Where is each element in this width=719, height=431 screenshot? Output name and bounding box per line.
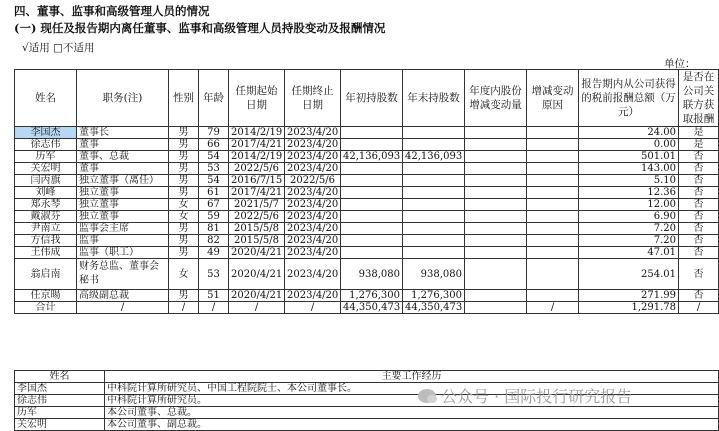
table-row (15, 139, 719, 151)
table-cell (341, 187, 403, 199)
subsection-heading: (一) 现任及报告期内离任董事、监事和高级管理人员持股变动及报酬情况 (14, 21, 386, 35)
total-cell: 1,291.78 (579, 302, 679, 314)
table-cell: 刘峰 (15, 187, 77, 199)
table-row (15, 235, 719, 247)
table-cell: 81 (199, 223, 229, 235)
table-cell: 2015/5/8 (229, 235, 285, 247)
table-cell: 501.01 (579, 151, 679, 163)
table-cell: 女 (169, 199, 199, 211)
table-cell (527, 175, 579, 187)
table-cell: 董事 (77, 139, 169, 151)
bio-column-header: 姓名 (15, 371, 105, 383)
table-cell: 271.99 (579, 290, 679, 302)
table-cell: 2023/4/20 (285, 211, 341, 223)
table-header-row (15, 70, 719, 127)
table-cell: 2023/4/20 (285, 247, 341, 259)
table-cell (527, 163, 579, 175)
table-cell (403, 199, 465, 211)
table-cell (341, 163, 403, 175)
column-header: 年初持股数 (341, 70, 403, 127)
column-header: 职务(注) (77, 70, 169, 127)
table-cell (403, 163, 465, 175)
table-cell (341, 235, 403, 247)
table-cell: 财务总监、董事会秘书 (77, 259, 169, 290)
table-cell: 女 (169, 259, 199, 290)
table-cell: 否 (679, 199, 719, 211)
table-cell (527, 290, 579, 302)
table-cell: 59 (199, 211, 229, 223)
table-cell: 男 (169, 151, 199, 163)
table-cell: 61 (199, 187, 229, 199)
table-cell: 女 (169, 211, 199, 223)
bio-cell: 中科院计算所研究员、中国工程院院士、本公司董事长。 (105, 383, 719, 395)
table-cell: 2020/4/21 (229, 290, 285, 302)
table-cell: 否 (679, 187, 719, 199)
table-cell (341, 199, 403, 211)
table-cell: 李国杰 (15, 127, 77, 139)
table-row (15, 223, 719, 235)
table-cell: 1,276,300 (403, 290, 465, 302)
table-cell: 方信我 (15, 235, 77, 247)
table-cell: 6.90 (579, 211, 679, 223)
table-cell: 监事 (77, 235, 169, 247)
table-cell (403, 139, 465, 151)
table-cell: 闫丙旗 (15, 175, 77, 187)
column-header: 姓名 (15, 70, 77, 127)
table-cell: 2023/4/20 (285, 151, 341, 163)
table-cell: 男 (169, 163, 199, 175)
table-cell: 2023/4/20 (285, 259, 341, 290)
table-cell (403, 127, 465, 139)
table-row (15, 163, 719, 175)
table-cell: 高级副总裁 (77, 290, 169, 302)
column-header: 任期终止日期 (285, 70, 341, 127)
table-cell (403, 247, 465, 259)
table-cell: 监事（职工） (77, 247, 169, 259)
table-cell (341, 247, 403, 259)
table-cell: 独立董事 (77, 187, 169, 199)
table-cell: 79 (199, 127, 229, 139)
total-cell: 合计 (15, 302, 77, 314)
column-header: 年度内股份增减变动量 (465, 70, 527, 127)
section-heading: 四、董事、监事和高级管理人员的情况 (14, 4, 210, 18)
bio-cell: 本公司董事、副总裁。 (105, 419, 719, 431)
table-cell: 男 (169, 235, 199, 247)
table-cell (465, 199, 527, 211)
table-cell: 男 (169, 175, 199, 187)
table-cell: 24.00 (579, 127, 679, 139)
total-cell: / (199, 302, 229, 314)
total-cell: / (77, 302, 169, 314)
table-cell: 12.00 (579, 199, 679, 211)
table-row (15, 127, 719, 139)
bio-cell: 关宏明 (15, 419, 105, 431)
table-row (15, 187, 719, 199)
table-cell (341, 211, 403, 223)
total-cell: 44,350,473 (403, 302, 465, 314)
table-cell: 男 (169, 223, 199, 235)
table-cell: 董事 (77, 163, 169, 175)
table-cell: 2014/2/19 (229, 151, 285, 163)
table-cell (465, 127, 527, 139)
table-cell: 男 (169, 247, 199, 259)
table-cell: 否 (679, 175, 719, 187)
table-cell: 2023/4/20 (285, 127, 341, 139)
watermark (418, 384, 632, 407)
table-cell: 2017/4/21 (229, 187, 285, 199)
table-cell: 42,136,093 (341, 151, 403, 163)
table-cell: 男 (169, 187, 199, 199)
bio-cell: 历军 (15, 407, 105, 419)
table-cell: 否 (679, 223, 719, 235)
table-cell (465, 223, 527, 235)
table-cell: 2020/4/21 (229, 259, 285, 290)
table-cell: 82 (199, 235, 229, 247)
table-cell: 2023/4/20 (285, 235, 341, 247)
table-cell (465, 187, 527, 199)
table-cell: 任京暘 (15, 290, 77, 302)
table-cell: 0.00 (579, 139, 679, 151)
table-cell (527, 223, 579, 235)
table-cell (403, 223, 465, 235)
table-cell: 47.01 (579, 247, 679, 259)
table-cell: 否 (679, 259, 719, 290)
table-cell: 独立董事（离任） (77, 175, 169, 187)
column-header: 报告期内从公司获得的税前报酬总额（万元） (579, 70, 679, 127)
table-cell: 51 (199, 290, 229, 302)
table-cell (465, 235, 527, 247)
table-cell: 关宏明 (15, 163, 77, 175)
table-cell: 2023/4/20 (285, 290, 341, 302)
table-cell (527, 151, 579, 163)
table-row (15, 247, 719, 259)
table-cell: 42,136,093 (403, 151, 465, 163)
table-cell: 徐志伟 (15, 139, 77, 151)
table-cell: 2014/2/19 (229, 127, 285, 139)
table-cell (403, 211, 465, 223)
table-cell (341, 223, 403, 235)
table-cell: 7.20 (579, 223, 679, 235)
total-cell: / (169, 302, 199, 314)
total-cell: 44,350,473 (341, 302, 403, 314)
table-cell: 男 (169, 139, 199, 151)
bio-header-row (15, 371, 719, 383)
column-header: 增减变动原因 (527, 70, 579, 127)
table-cell: 1,276,300 (341, 290, 403, 302)
column-header: 年末持股数 (403, 70, 465, 127)
table-cell (465, 211, 527, 223)
table-cell: 938,080 (341, 259, 403, 290)
table-cell: 男 (169, 290, 199, 302)
table-cell: 66 (199, 139, 229, 151)
table-cell: 53 (199, 259, 229, 290)
table-cell: 否 (679, 163, 719, 175)
table-cell (527, 127, 579, 139)
table-cell: 监事会主席 (77, 223, 169, 235)
table-cell: 54 (199, 175, 229, 187)
total-cell: / (285, 302, 341, 314)
unit-label: 单位： (664, 58, 696, 70)
table-row (15, 151, 719, 163)
table-cell: 是 (679, 127, 719, 139)
table-cell (465, 259, 527, 290)
table-row (15, 175, 719, 187)
table-cell: 2015/5/8 (229, 223, 285, 235)
table-cell (527, 235, 579, 247)
table-cell: 否 (679, 151, 719, 163)
total-cell: / (679, 302, 719, 314)
bio-row (15, 419, 719, 431)
bio-cell: 本公司董事、总裁。 (105, 407, 719, 419)
table-cell: 独立董事 (77, 211, 169, 223)
table-cell: 尹南立 (15, 223, 77, 235)
table-cell: 254.01 (579, 259, 679, 290)
table-cell: 董事长 (77, 127, 169, 139)
table-cell: 53 (199, 163, 229, 175)
table-cell (465, 139, 527, 151)
bio-cell: 中科院计算所研究员。 (105, 395, 719, 407)
table-row (15, 259, 719, 290)
table-cell: 王伟成 (15, 247, 77, 259)
table-cell: 54 (199, 151, 229, 163)
bio-column-header: 主要工作经历 (105, 371, 719, 383)
bio-cell: 李国杰 (15, 383, 105, 395)
table-cell: 男 (169, 127, 199, 139)
table-cell: 2017/4/21 (229, 139, 285, 151)
table-cell: 独立董事 (77, 199, 169, 211)
table-cell: 2020/4/21 (229, 247, 285, 259)
total-cell: / (229, 302, 285, 314)
table-cell: 7.20 (579, 235, 679, 247)
table-cell (465, 175, 527, 187)
table-cell: 是 (679, 139, 719, 151)
table-cell (527, 139, 579, 151)
table-cell: 2023/4/20 (285, 199, 341, 211)
bio-cell: 徐志伟 (15, 395, 105, 407)
table-cell: 否 (679, 247, 719, 259)
table-cell: 历军 (15, 151, 77, 163)
table-cell: 否 (679, 235, 719, 247)
table-cell: 2022/5/6 (229, 163, 285, 175)
total-row (15, 302, 719, 314)
table-cell (403, 175, 465, 187)
table-cell: 5.10 (579, 175, 679, 187)
table-cell (527, 211, 579, 223)
table-cell (341, 175, 403, 187)
table-cell (527, 259, 579, 290)
table-cell: 2023/4/20 (285, 187, 341, 199)
table-cell: 否 (679, 290, 719, 302)
wechat-logo-icon (418, 389, 436, 403)
table-cell: 49 (199, 247, 229, 259)
table-cell: 翁启南 (15, 259, 77, 290)
table-row (15, 199, 719, 211)
total-cell (465, 302, 527, 314)
table-cell (465, 163, 527, 175)
table-cell (465, 247, 527, 259)
table-cell: 2021/5/7 (229, 199, 285, 211)
table-cell: 2022/5/6 (229, 211, 285, 223)
table-cell (527, 199, 579, 211)
watermark-text: 公众号 · 国际投行研究报告 (441, 387, 633, 406)
table-cell: 2023/4/20 (285, 223, 341, 235)
table-cell (465, 290, 527, 302)
table-cell: 郑永琴 (15, 199, 77, 211)
table-cell: 董事、总裁 (77, 151, 169, 163)
bio-row (15, 407, 719, 419)
table-row (15, 290, 719, 302)
column-header: 年龄 (199, 70, 229, 127)
table-cell (341, 139, 403, 151)
table-cell: 2022/5/6 (285, 175, 341, 187)
table-cell (341, 127, 403, 139)
column-header: 任期起始日期 (229, 70, 285, 127)
column-header: 是否在公司关联方获取报酬 (679, 70, 719, 127)
table-cell (527, 247, 579, 259)
table-cell (465, 151, 527, 163)
table-cell (527, 187, 579, 199)
table-cell: 67 (199, 199, 229, 211)
holdings-compensation-table (14, 69, 719, 314)
table-cell: 143.00 (579, 163, 679, 175)
applicability-checkbox-text: √适用 □不适用 (22, 42, 95, 54)
table-cell: 12.36 (579, 187, 679, 199)
column-header: 性别 (169, 70, 199, 127)
table-cell: 2023/4/20 (285, 163, 341, 175)
table-cell: 戴淑芬 (15, 211, 77, 223)
total-cell: / (527, 302, 579, 314)
table-cell: 938,080 (403, 259, 465, 290)
table-cell (403, 235, 465, 247)
table-cell: 2023/4/20 (285, 139, 341, 151)
table-row (15, 211, 719, 223)
table-cell: 2016/7/15 (229, 175, 285, 187)
table-cell: 否 (679, 211, 719, 223)
table-cell (403, 187, 465, 199)
